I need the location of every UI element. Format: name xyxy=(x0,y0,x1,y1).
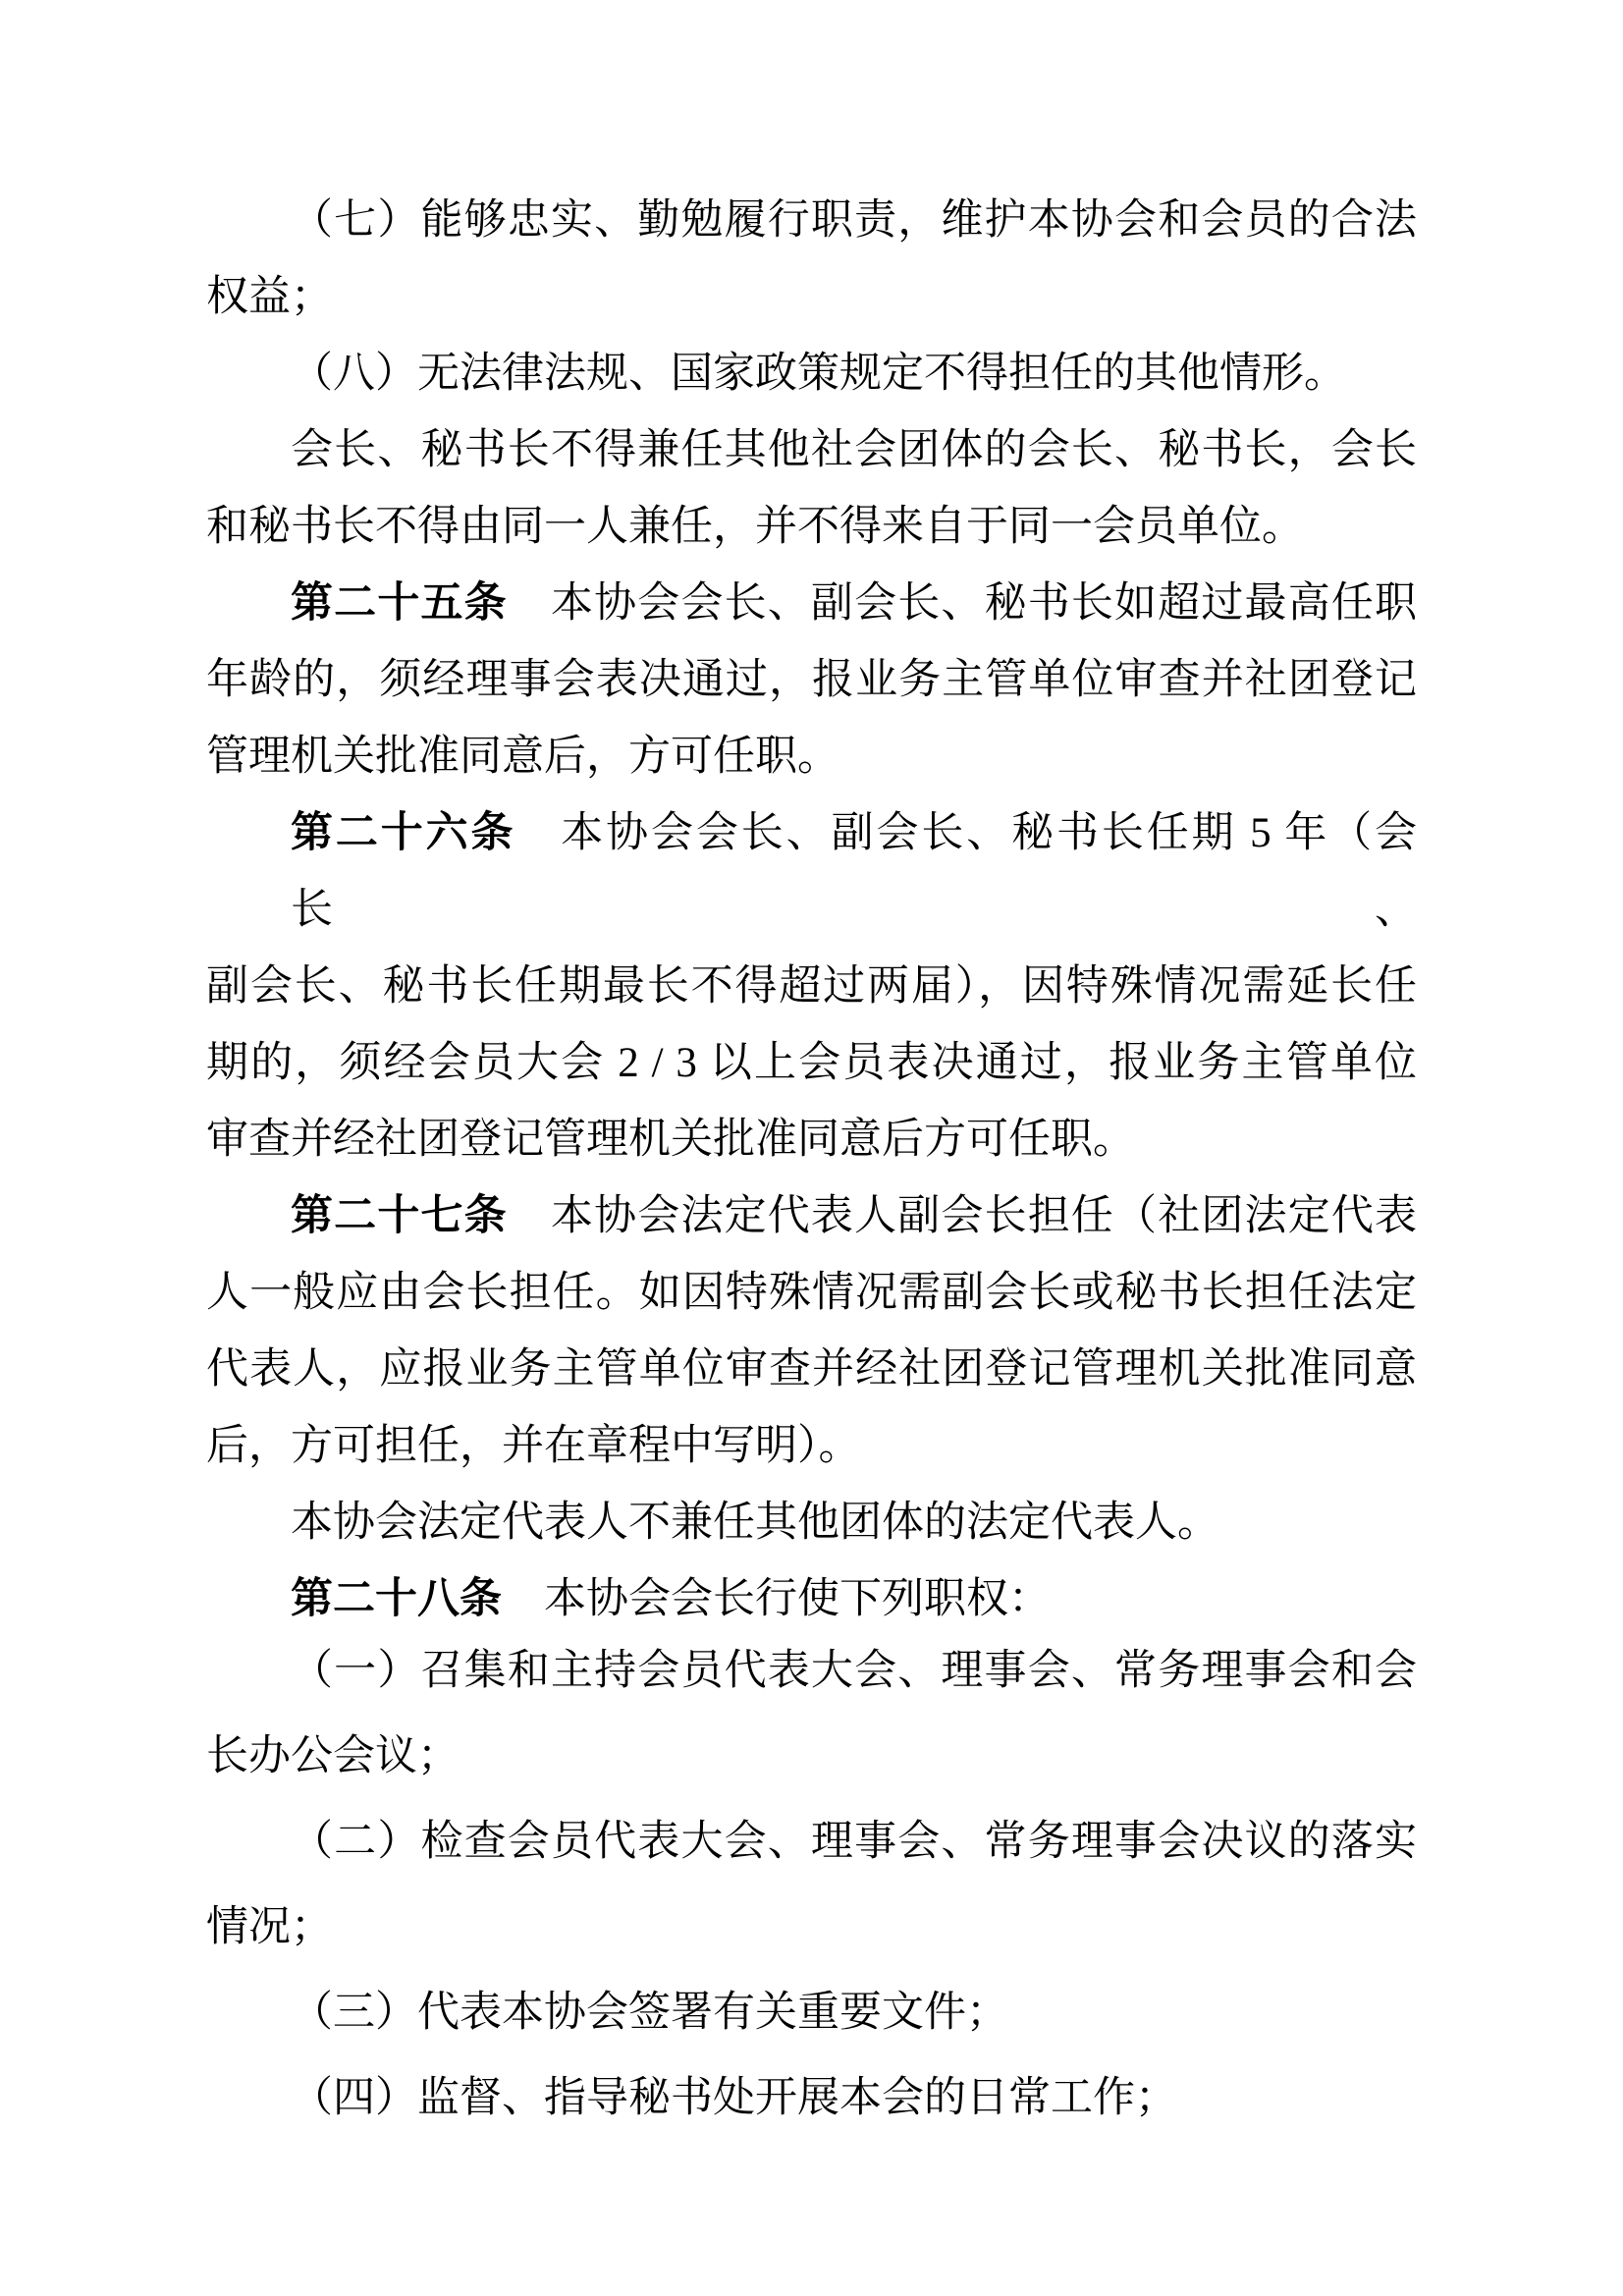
article-text: 本协会会长、副会长、秘书长任期 5 年（会长、 xyxy=(291,810,1418,933)
text-line: 后，方可担任，并在章程中写明）。 xyxy=(206,1423,861,1469)
paragraph xyxy=(206,183,1417,336)
text-line: 年龄的，须经理事会表决通过，报业务主管单位审查并社团登记 xyxy=(206,657,1417,703)
article-text: 本协会会长行使下列职权： xyxy=(502,1576,1051,1622)
text-line: 长办公会议； xyxy=(206,1733,460,1779)
article-heading: 第二十七条 xyxy=(291,1193,508,1239)
paragraph xyxy=(206,795,1417,1178)
article-text: 本协会法定代表人副会长担任（社团法定代表 xyxy=(507,1193,1418,1239)
paragraph xyxy=(206,566,1417,795)
text-line: 情况； xyxy=(206,1904,333,1950)
text-line xyxy=(206,1561,1417,1638)
paragraph xyxy=(206,1970,1417,2055)
article-heading: 第二十五条 xyxy=(291,580,508,627)
text-line: 权益； xyxy=(206,274,333,320)
text-line: 会长、秘书长不得兼任其他社会团体的会长、秘书长，会长 xyxy=(291,427,1417,473)
text-line: （四）监督、指导秘书处开展本会的日常工作； xyxy=(291,2075,1177,2121)
text-line: 管理机关批准同意后，方可任职。 xyxy=(206,734,839,780)
text-line: 和秘书长不得由同一人兼任，并不得来自于同一会员单位。 xyxy=(206,504,1304,550)
paragraph xyxy=(206,1485,1417,1561)
text-line: （二）检查会员代表大会、理事会、常务理事会决议的落实 xyxy=(291,1819,1417,1865)
article-heading: 第二十六条 xyxy=(291,810,516,856)
text-line: （三）代表本协会签署有关重要文件； xyxy=(291,1990,1008,2036)
text-line: 副会长、秘书长任期最长不得超过两届），因特殊情况需延长任 xyxy=(206,963,1417,1010)
paragraph xyxy=(206,1799,1417,1970)
paragraph xyxy=(206,1178,1417,1485)
text-line: （八）无法律法规、国家政策规定不得担任的其他情形。 xyxy=(291,351,1346,397)
text-line: （七）能够忠实、勤勉履行职责，维护本协会和会员的合法 xyxy=(291,197,1417,244)
article-heading: 第二十八条 xyxy=(291,1576,502,1622)
text-line: 审查并经社团登记管理机关批准同意后方可任职。 xyxy=(206,1117,1135,1163)
paragraph xyxy=(206,1628,1417,1799)
text-line xyxy=(206,566,1417,642)
text-line xyxy=(206,1178,1417,1255)
paragraph xyxy=(206,2055,1417,2141)
article-text: 本协会会长、副会长、秘书长如超过最高任职 xyxy=(507,580,1418,627)
text-line: 本协会法定代表人不兼任其他团体的法定代表人。 xyxy=(291,1500,1219,1546)
text-line: 期的，须经会员大会 2 / 3 以上会员表决通过，报业务主管单位 xyxy=(206,1040,1417,1086)
text-line: （一）召集和主持会员代表大会、理事会、常务理事会和会 xyxy=(291,1648,1417,1694)
text-line: 人一般应由会长担任。如因特殊情况需副会长或秘书长担任法定 xyxy=(206,1270,1417,1316)
document-body xyxy=(206,183,1417,2141)
text-line xyxy=(206,795,1417,949)
text-line: 代表人，应报业务主管单位审查并经社团登记管理机关批准同意 xyxy=(206,1346,1417,1393)
paragraph xyxy=(206,412,1417,566)
paragraph xyxy=(206,336,1417,412)
paragraph xyxy=(206,1561,1417,1638)
